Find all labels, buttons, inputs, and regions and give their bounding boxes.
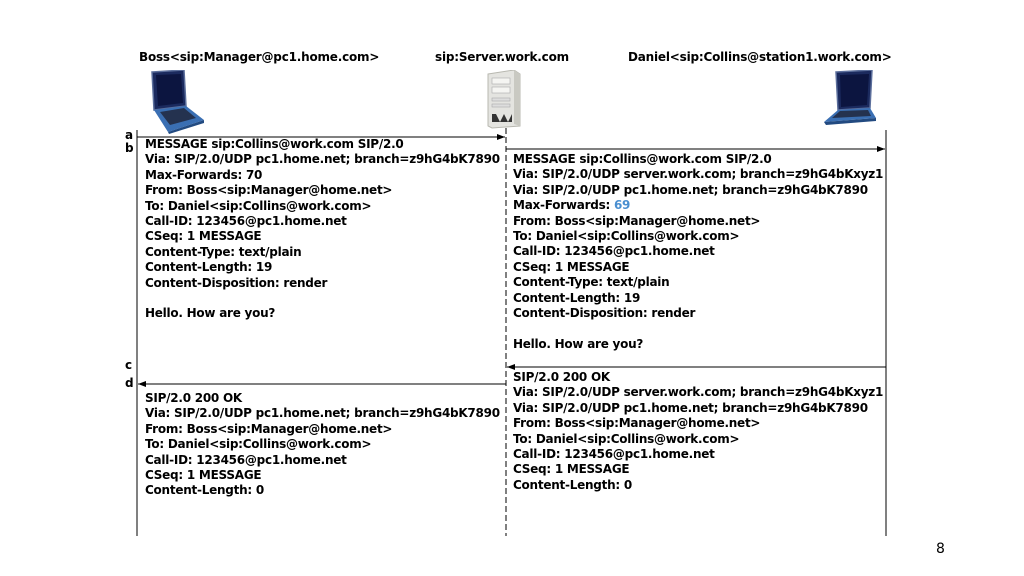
message-line-text: To: Daniel<sip:Collins@work.com>: [513, 431, 740, 446]
message-line-text: From: Boss<sip:Manager@home.net>: [513, 213, 761, 228]
message-line: [145, 483, 500, 498]
message-line: [145, 229, 500, 244]
message-line: [145, 168, 500, 183]
message-line-text: Call-ID: 123456@pc1.home.net: [145, 452, 347, 467]
message-line-text: SIP/2.0 200 OK: [513, 370, 610, 384]
message-line-text: CSeq: 1 MESSAGE: [513, 259, 630, 274]
server-label: sip:Server.work.com: [435, 50, 569, 64]
message-line: [145, 291, 500, 306]
message-line: [145, 260, 500, 275]
message-line-text: To: Daniel<sip:Collins@work.com>: [145, 198, 372, 213]
message-line-text: Via: SIP/2.0/UDP server.work.com; branch=z9hG4bKxyz1: [513, 167, 884, 182]
message-line: [513, 337, 883, 352]
message-line-text: Hello. How are you?: [145, 306, 276, 321]
message-line: [145, 406, 500, 421]
message-line: [513, 306, 883, 321]
message-line: [145, 468, 500, 483]
message-line: [513, 416, 883, 431]
message-line: [513, 260, 883, 275]
page-number: 8: [936, 541, 945, 557]
message-line: [145, 245, 500, 260]
message-d-forwarded-response: [145, 391, 500, 499]
message-line-text: Call-ID: 123456@pc1.home.net: [513, 244, 715, 259]
message-line: [145, 183, 500, 198]
message-line: [513, 370, 883, 385]
message-line: [145, 137, 500, 152]
step-label-d: d: [125, 376, 134, 390]
message-line-text: Content-Disposition: render: [145, 275, 328, 290]
message-line: [145, 437, 500, 452]
message-line: [513, 462, 883, 477]
message-line: [513, 275, 883, 290]
message-line-text: SIP/2.0 200 OK: [145, 391, 242, 405]
message-line-text: Via: SIP/2.0/UDP server.work.com; branch=z9hG4bKxyz1: [513, 385, 884, 400]
message-line: [513, 214, 883, 229]
message-line-text: Call-ID: 123456@pc1.home.net: [513, 446, 715, 461]
message-line: [145, 422, 500, 437]
message-a-request: [145, 137, 500, 322]
message-line-text: Max-Forwards: 70: [145, 167, 263, 182]
message-line: [513, 385, 883, 400]
message-line-text: Call-ID: 123456@pc1.home.net: [145, 213, 347, 228]
message-line-text: From: Boss<sip:Manager@home.net>: [145, 183, 393, 198]
message-line: [145, 276, 500, 291]
message-line: [145, 453, 500, 468]
step-label-b: b: [125, 141, 134, 155]
message-line-text: Content-Length: 19: [145, 260, 273, 275]
message-line: [145, 214, 500, 229]
message-c-response: [513, 370, 883, 493]
message-b-forwarded-request: [513, 152, 883, 352]
message-line-text: Hello. How are you?: [513, 336, 644, 351]
message-line: [145, 152, 500, 167]
message-line: [513, 152, 883, 167]
callee-label: Daniel<sip:Collins@station1.work.com>: [628, 50, 892, 64]
message-line-text: From: Boss<sip:Manager@home.net>: [513, 416, 761, 431]
message-line: [513, 244, 883, 259]
message-line-text: Via: SIP/2.0/UDP pc1.home.net; branch=z9hG4bK7890: [513, 182, 868, 197]
message-line-text: Content-Type: text/plain: [513, 275, 670, 290]
message-line-text: Content-Length: 19: [513, 290, 641, 305]
message-line: [513, 401, 883, 416]
message-line-text: Content-Length: 0: [513, 477, 633, 492]
message-line: [145, 306, 500, 321]
message-line-text: MESSAGE sip:Collins@work.com SIP/2.0: [513, 152, 772, 166]
message-line: [145, 391, 500, 406]
message-line: [513, 478, 883, 493]
step-label-c: c: [125, 358, 133, 372]
message-line-text: Via: SIP/2.0/UDP pc1.home.net; branch=z9hG4bK7890: [145, 406, 500, 421]
message-line-text: Via: SIP/2.0/UDP pc1.home.net; branch=z9hG4bK7890: [145, 152, 500, 167]
caller-label: Boss<sip:Manager@pc1.home.com>: [139, 50, 380, 64]
message-line-text: Via: SIP/2.0/UDP pc1.home.net; branch=z9hG4bK7890: [513, 400, 868, 415]
message-line-text: Content-Disposition: render: [513, 305, 696, 320]
message-line-text: Max-Forwards:: [513, 198, 614, 213]
message-line-text: CSeq: 1 MESSAGE: [145, 467, 262, 482]
message-line-text: Content-Length: 0: [145, 483, 265, 498]
message-line: [145, 199, 500, 214]
message-line: [513, 432, 883, 447]
message-line: [513, 447, 883, 462]
message-line: [513, 321, 883, 336]
message-line: [513, 291, 883, 306]
message-line-text: To: Daniel<sip:Collins@work.com>: [513, 228, 740, 243]
message-line: [513, 198, 883, 213]
message-line: [513, 167, 883, 182]
message-line-text: To: Daniel<sip:Collins@work.com>: [145, 437, 372, 452]
message-line-text: From: Boss<sip:Manager@home.net>: [145, 421, 393, 436]
message-line: [513, 229, 883, 244]
step-label-a: a: [125, 128, 134, 142]
max-forwards-value: 69: [613, 198, 631, 213]
message-line-text: Content-Type: text/plain: [145, 244, 302, 259]
message-line-text: MESSAGE sip:Collins@work.com SIP/2.0: [145, 137, 404, 151]
message-line: [513, 183, 883, 198]
message-line-text: CSeq: 1 MESSAGE: [513, 462, 630, 477]
message-line-text: CSeq: 1 MESSAGE: [145, 229, 262, 244]
